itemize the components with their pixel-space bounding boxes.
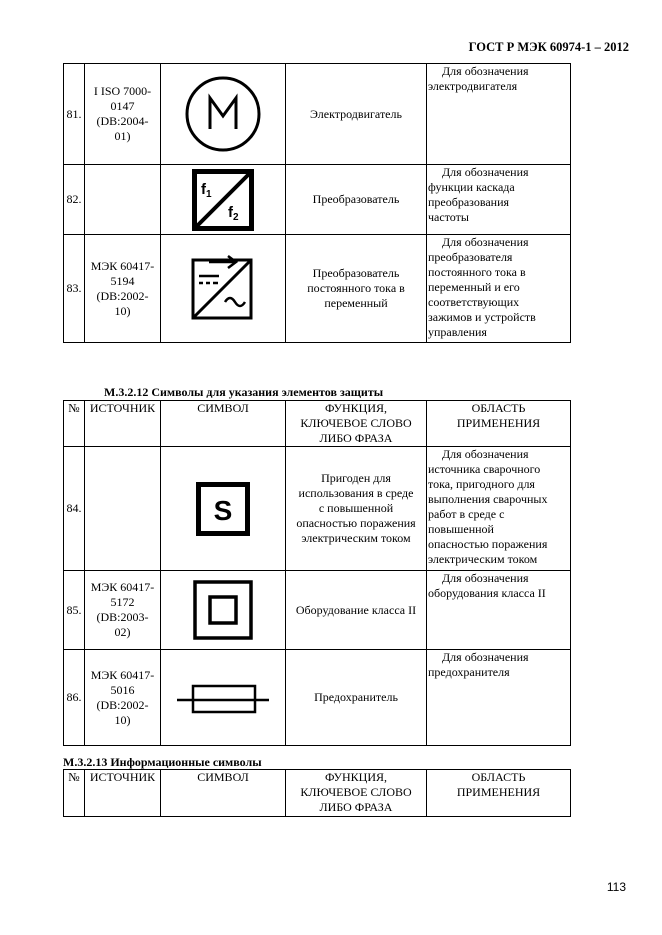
header-application: ОБЛАСТЬ ПРИМЕНЕНИЯ xyxy=(427,401,571,447)
electric-motor-symbol-icon xyxy=(183,74,263,154)
header-function: ФУНКЦИЯ, КЛЮЧЕВОЕ СЛОВО ЛИБО ФРАЗА xyxy=(286,401,427,447)
source-cell: МЭК 60417- 5016 (DB:2002- 10) xyxy=(85,650,161,746)
source-cell xyxy=(85,447,161,571)
header-symbol: СИМВОЛ xyxy=(161,770,286,817)
s-welding-symbol-icon xyxy=(196,482,250,536)
table-row xyxy=(64,64,571,165)
header-symbol: СИМВОЛ xyxy=(161,401,286,447)
application-cell: Для обозначения функции каскада преобразования частоты xyxy=(427,165,571,235)
table-header-row xyxy=(64,770,571,817)
symbol-cell xyxy=(161,64,286,165)
source-cell: МЭК 60417- 5194 (DB:2002- 10) xyxy=(85,235,161,343)
application-cell: Для обозначения предохранителя xyxy=(427,650,571,746)
header-function: ФУНКЦИЯ, КЛЮЧЕВОЕ СЛОВО ЛИБО ФРАЗА xyxy=(286,770,427,817)
dc-ac-converter-symbol-icon xyxy=(191,254,255,324)
function-cell: Пригоден для использования в среде с повышенной опасностью поражения электрическим током xyxy=(286,447,427,571)
application-cell: Для обозначения источника сварочного тока, пригодного для выполнения сварочных работ в среде с повышенной опасностью поражения электрическим током xyxy=(427,447,571,571)
row-number: 81. xyxy=(64,64,85,165)
header-source: ИСТОЧНИК xyxy=(85,401,161,447)
symbol-cell xyxy=(161,571,286,650)
symbol-cell xyxy=(161,447,286,571)
f1-label: $f_1$ xyxy=(201,180,212,200)
section-heading: М.3.2.12 Символы для указания элементов защиты xyxy=(104,385,384,399)
symbol-cell xyxy=(161,650,286,746)
symbol-cell xyxy=(161,165,286,235)
class-ii-equipment-symbol-icon xyxy=(193,580,253,640)
f2-label: $f_2$ xyxy=(228,203,239,223)
header-source: ИСТОЧНИК xyxy=(85,770,161,817)
table-row xyxy=(64,650,571,746)
protection-symbols-table xyxy=(63,400,571,746)
symbols-table-continued xyxy=(63,63,571,343)
function-cell: Преобразователь xyxy=(286,165,427,235)
source-cell: МЭК 60417- 5172 (DB:2003- 02) xyxy=(85,571,161,650)
row-number: 83. xyxy=(64,235,85,343)
header-no: № xyxy=(64,401,85,447)
table-row xyxy=(64,165,571,235)
frequency-converter-symbol-icon xyxy=(192,169,254,231)
fuse-symbol-icon xyxy=(175,678,271,718)
table-row xyxy=(64,235,571,343)
function-cell: Предохранитель xyxy=(286,650,427,746)
section-heading: М.3.2.13 Информационные символы xyxy=(63,755,262,769)
table-header-row xyxy=(64,401,571,447)
function-cell: Преобразователь постоянного тока в переменный xyxy=(286,235,427,343)
row-number: 84. xyxy=(64,447,85,571)
page-number: 113 xyxy=(606,880,626,894)
application-cell: Для обозначения электродвигателя xyxy=(427,64,571,165)
table-row xyxy=(64,447,571,571)
source-cell xyxy=(85,165,161,235)
symbol-cell xyxy=(161,235,286,343)
function-cell: Оборудование класса II xyxy=(286,571,427,650)
document-header: ГОСТ Р МЭК 60974-1 – 2012 xyxy=(468,40,629,54)
s-letter: S xyxy=(213,494,233,526)
row-number: 85. xyxy=(64,571,85,650)
function-cell: Электродвигатель xyxy=(286,64,427,165)
header-application: ОБЛАСТЬ ПРИМЕНЕНИЯ xyxy=(427,770,571,817)
source-cell: I ISO 7000- 0147 (DB:2004- 01) xyxy=(85,64,161,165)
row-number: 86. xyxy=(64,650,85,746)
row-number: 82. xyxy=(64,165,85,235)
information-symbols-table xyxy=(63,769,571,817)
application-cell: Для обозначения оборудования класса II xyxy=(427,571,571,650)
header-no: № xyxy=(64,770,85,817)
application-cell: Для обозначения преобразователя постоянного тока в переменный и его соответствующих зажимов и устройств управления xyxy=(427,235,571,343)
table-row xyxy=(64,571,571,650)
